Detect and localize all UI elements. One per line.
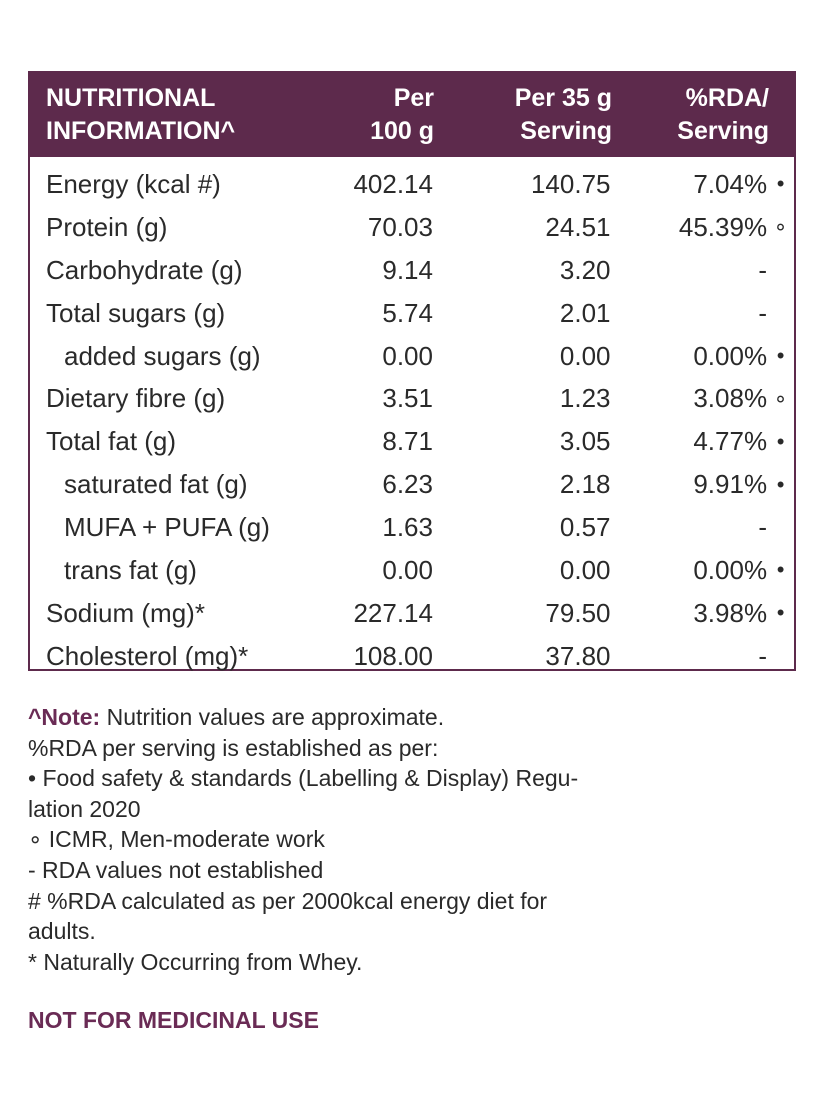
header-rda [612, 82, 769, 148]
header-nutrient-line2: INFORMATION^ [46, 117, 236, 145]
note-line-7: # %RDA calculated as per 2000kcal energy diet for [28, 887, 548, 914]
nutrient-name: Total sugars (g) [46, 297, 226, 328]
serving-value: 3.05 [559, 426, 611, 457]
note-line-1 [28, 702, 808, 733]
medicinal-disclaimer: NOT FOR MEDICINAL USE [28, 1007, 319, 1033]
table-row [30, 335, 794, 378]
table-row [30, 506, 794, 549]
note-line-8: adults. [28, 918, 96, 945]
per100-value: 227.14 [353, 597, 433, 628]
rda-source-mark: • [776, 428, 785, 454]
serving-value: 79.50 [545, 597, 611, 628]
per100-value: 3.51 [382, 383, 433, 414]
header-rda-line1: %RDA/ [685, 84, 769, 112]
table-row [30, 163, 794, 206]
per100-value: 9.14 [382, 254, 433, 285]
nutrient-name: Cholesterol (mg)* [46, 640, 249, 671]
header-per100-line2: 100 g [370, 117, 434, 145]
header-rda-line2: Serving [677, 117, 769, 145]
header-per100-line1: Per [393, 84, 434, 112]
per100-value: 402.14 [353, 168, 433, 199]
note-line-5: ∘ ICMR, Men-moderate work [28, 826, 325, 853]
nutrient-name: trans fat (g) [64, 554, 197, 585]
per100-value: 70.03 [367, 211, 433, 242]
table-row [30, 592, 794, 635]
rda-value: 4.77% [693, 426, 768, 457]
note-line-4: lation 2020 [28, 795, 141, 822]
rda-value: 9.91% [693, 469, 768, 500]
note-text: Nutrition values are approximate. [100, 704, 445, 730]
rda-source-mark: • [776, 557, 785, 583]
table-header [30, 73, 794, 157]
rda-value: 3.98% [693, 597, 768, 628]
nutrient-name: Protein (g) [46, 211, 168, 242]
nutrient-name: Sodium (mg)* [46, 597, 205, 628]
note-line-9: * Naturally Occurring from Whey. [28, 948, 363, 975]
table-row [30, 292, 794, 335]
rda-source-mark: • [776, 471, 785, 497]
nutrient-name: Total fat (g) [46, 426, 177, 457]
nutrient-name: MUFA + PUFA (g) [64, 512, 270, 543]
serving-value: 0.00 [559, 554, 611, 585]
rda-source-mark: • [776, 343, 785, 368]
serving-value: 2.01 [559, 297, 611, 328]
nutrient-name: added sugars (g) [64, 340, 261, 371]
header-nutrient-line1: NUTRITIONAL [46, 84, 216, 112]
per100-value: 1.63 [382, 512, 433, 543]
rda-value: 0.00% [693, 340, 768, 371]
header-per100 [330, 82, 434, 148]
serving-value: 24.51 [545, 211, 611, 242]
table-body [30, 157, 794, 678]
rda-value: 3.08% [693, 383, 768, 414]
per100-value: 0.00 [382, 340, 433, 371]
rda-value: - [758, 512, 768, 543]
rda-value: - [758, 297, 768, 328]
serving-value: 1.23 [559, 383, 611, 414]
header-serving-line2: Serving [520, 117, 612, 145]
header-nutrient [30, 82, 330, 148]
header-serving [434, 82, 612, 148]
per100-value: 6.23 [382, 469, 433, 500]
nutrient-name: Carbohydrate (g) [46, 254, 243, 285]
table-row [30, 206, 794, 249]
per100-value: 5.74 [382, 297, 433, 328]
note-line-3: • Food safety & standards (Labelling & Display) Regu- [28, 765, 579, 792]
rda-source-mark: ∘ [773, 385, 788, 411]
rda-source-mark: • [776, 600, 785, 626]
per100-value: 0.00 [382, 554, 433, 585]
table-row [30, 549, 794, 592]
rda-value: - [758, 254, 768, 285]
note-line-6: - RDA values not established [28, 856, 324, 883]
nutrition-table [28, 71, 796, 671]
nutrient-name: saturated fat (g) [64, 469, 248, 500]
serving-value: 3.20 [559, 254, 611, 285]
serving-value: 2.18 [559, 469, 611, 500]
table-row [30, 377, 794, 420]
per100-value: 108.00 [353, 640, 433, 671]
nutrient-name: Dietary fibre (g) [46, 383, 226, 414]
rda-source-mark: ∘ [773, 214, 788, 240]
notes-section [28, 702, 808, 977]
rda-source-mark: • [776, 171, 785, 197]
serving-value: 0.57 [559, 512, 611, 543]
serving-value: 140.75 [530, 168, 611, 199]
note-label: ^Note: [28, 704, 101, 730]
rda-value: 7.04% [693, 168, 768, 199]
note-line-2: %RDA per serving is established as per: [28, 734, 439, 761]
per100-value: 8.71 [382, 426, 433, 457]
table-row [30, 420, 794, 463]
table-row [30, 249, 794, 292]
nutrient-name: Energy (kcal #) [46, 168, 221, 199]
rda-value: 0.00% [693, 554, 768, 585]
serving-value: 37.80 [545, 640, 611, 671]
rda-value: - [758, 640, 768, 671]
rda-value: 45.39% [678, 211, 768, 242]
table-row [30, 463, 794, 506]
header-serving-line1: Per 35 g [514, 84, 612, 112]
serving-value: 0.00 [559, 340, 611, 371]
table-row [30, 635, 794, 678]
